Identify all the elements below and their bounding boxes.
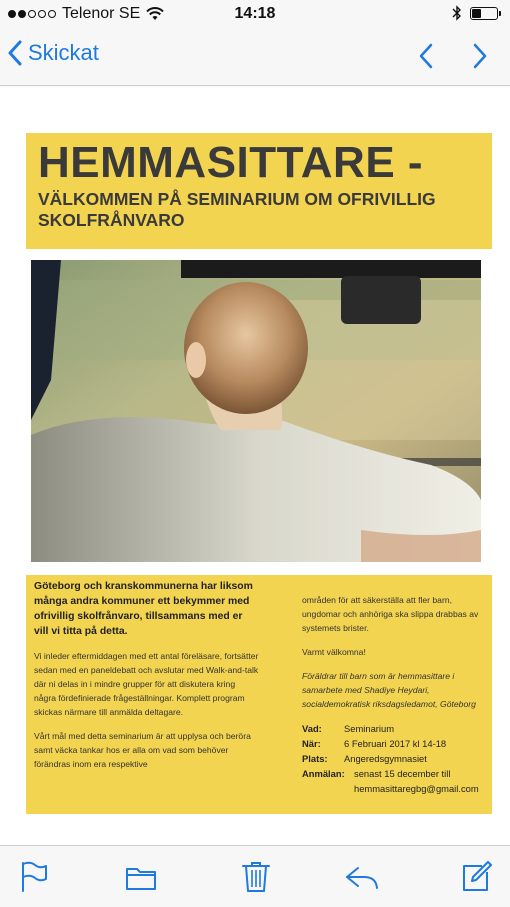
flyer-paragraph-continued: områden för att säkerställa att fler barn, ungdomar och anhöriga ska slippa drabbas av systemets brister. bbox=[302, 595, 479, 633]
carrier-name: Telenor SE bbox=[62, 5, 141, 22]
back-button-label: Skickat bbox=[28, 40, 99, 65]
flyer-photo bbox=[31, 260, 481, 562]
detail-label: Plats: bbox=[302, 753, 328, 764]
detail-label: Vad: bbox=[302, 723, 322, 734]
detail-row-when bbox=[302, 736, 486, 751]
detail-value: Angeredsgymnasiet bbox=[344, 753, 427, 764]
detail-label: Anmälan: bbox=[302, 768, 345, 779]
flyer-paragraph-goal: Vårt mål med detta seminarium är att upplysa och beröra samt väcka tankar hos er alla om vad som behöver förändras inom era respektive bbox=[34, 731, 251, 769]
event-details bbox=[302, 721, 486, 796]
flyer-banner bbox=[26, 133, 492, 249]
status-right bbox=[452, 5, 498, 21]
bluetooth-icon bbox=[452, 5, 462, 21]
flyer-paragraph-program: Vi inleder eftermiddagen med ett antal föreläsare, fortsätter sedan med en paneldebatt och avslutar med Walk-and-talk där ni delas in i mindre grupper för att diskutera kring några fördefinierade frågeställningar. Komplett program skickas närmare till anmälda deltagare. bbox=[34, 651, 259, 717]
battery-icon bbox=[470, 7, 498, 20]
flyer-right-column bbox=[302, 593, 486, 796]
detail-row-where bbox=[302, 751, 486, 766]
trash-icon[interactable] bbox=[240, 860, 272, 894]
previous-message-icon[interactable] bbox=[416, 42, 436, 70]
folder-icon[interactable] bbox=[124, 860, 158, 894]
photo-illustration bbox=[31, 260, 481, 562]
detail-value: 6 Februari 2017 kl 14-18 bbox=[344, 738, 447, 749]
compose-icon[interactable] bbox=[460, 860, 492, 894]
flyer-title: HEMMASITTARE - bbox=[38, 138, 424, 187]
detail-row-registration bbox=[302, 766, 486, 796]
bottom-toolbar bbox=[0, 845, 510, 907]
back-button[interactable] bbox=[8, 40, 99, 66]
email-content[interactable] bbox=[0, 87, 510, 845]
chevron-left-icon bbox=[8, 40, 22, 66]
flyer-welcome: Varmt välkomna! bbox=[302, 647, 366, 657]
status-bar bbox=[0, 0, 510, 28]
flyer-lead: Göteborg och kranskommunerna har liksom många andra kommuner ett bekymmer med ofrivillig skolfrånvaro, tillsammans med er vill vi titta på detta. bbox=[34, 581, 253, 637]
detail-value: senast 15 december till hemmasittaregbg@gmail.com bbox=[354, 768, 479, 794]
flyer-organizer: Föräldrar till barn som är hemmasittare i samarbete med Shadiye Heydari, socialdemokratisk riksdagsledamot, Göteborg bbox=[302, 671, 476, 709]
reply-icon[interactable] bbox=[344, 860, 380, 894]
flyer-subtitle: VÄLKOMMEN PÅ SEMINARIUM OM OFRIVILLIG SKOLFRÅNVARO bbox=[38, 189, 436, 230]
next-message-icon[interactable] bbox=[470, 42, 490, 70]
detail-value: Seminarium bbox=[344, 723, 395, 734]
detail-label: När: bbox=[302, 738, 321, 749]
flag-icon[interactable] bbox=[18, 860, 50, 894]
flyer-left-column bbox=[34, 579, 259, 771]
status-time: 14:18 bbox=[234, 5, 276, 22]
flyer-info-box bbox=[26, 575, 492, 814]
detail-row-what bbox=[302, 721, 486, 736]
nav-bar bbox=[0, 28, 510, 86]
